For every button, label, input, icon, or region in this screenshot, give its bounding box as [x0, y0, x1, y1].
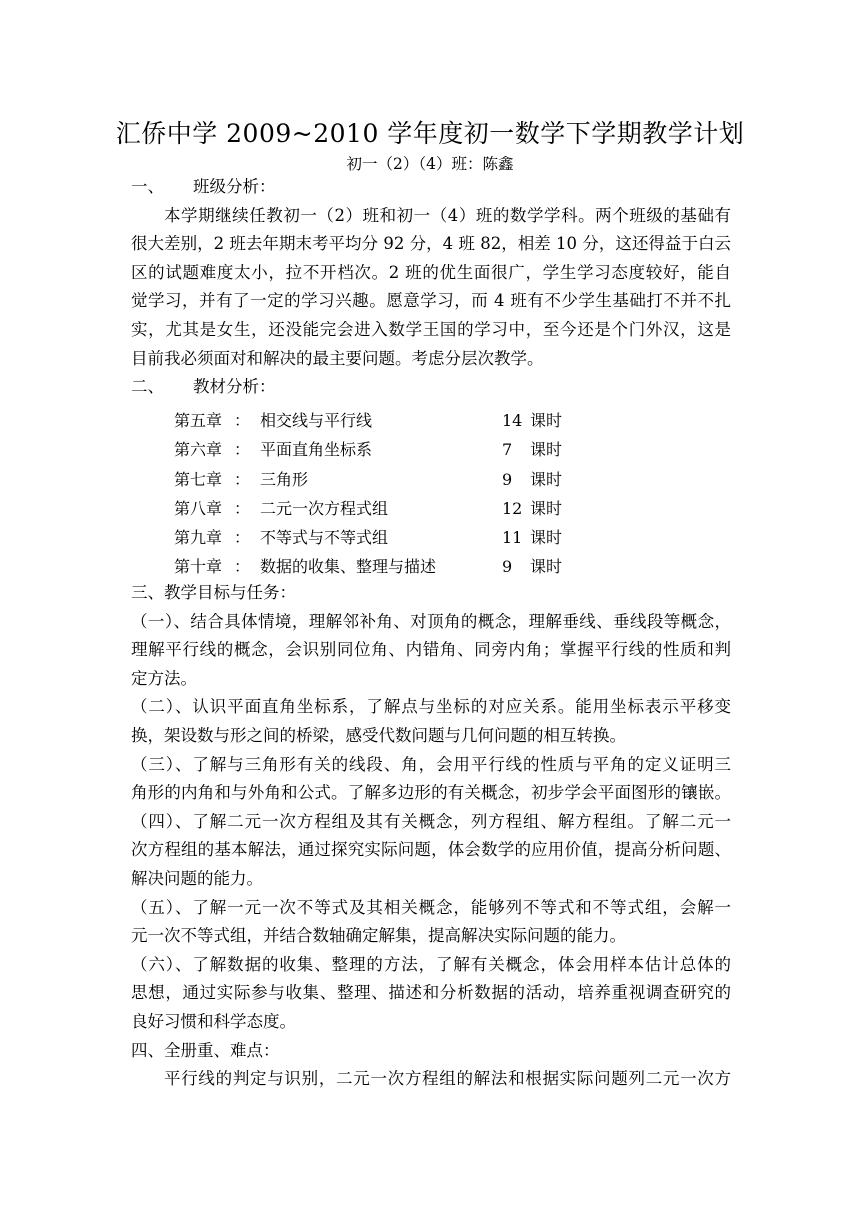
- chapter-name: 相交线与平行线: [260, 411, 373, 430]
- chapter-number: 第八章: [174, 498, 223, 518]
- paragraph-line: 理解平行线的概念，会识别同位角、内错角、同旁内角；掌握平行线的性质和判: [131, 640, 731, 660]
- chapter-hours: 7: [502, 440, 513, 460]
- document-title: 汇侨中学 2009~2010 学年度初一数学下学期教学计划: [115, 119, 745, 148]
- document-subtitle: 初一（2）（4）班：陈鑫: [346, 155, 514, 173]
- chapter-colon: ：: [234, 557, 251, 577]
- chapter-colon: ：: [234, 498, 251, 518]
- paragraph-line: 本学期继续任教初一（2）班和初一（4）班的数学学科。两个班级的基础有: [164, 205, 731, 225]
- paragraph-line: 觉学习，并有了一定的学习兴趣。愿意学习，而 4 班有不少学生基础打不并不扎: [131, 291, 731, 311]
- paragraph-line: 平行线的判定与识别，二元一次方程组的解法和根据实际问题列二元一次方: [164, 1069, 731, 1089]
- chapter-unit: 课时: [530, 498, 563, 518]
- chapter-colon: ：: [234, 440, 251, 460]
- chapter-number: 第九章: [174, 528, 223, 548]
- section-heading: [131, 173, 731, 202]
- paragraph-line: 角形的内角和与外角和公式。了解多边形的有关概念，初步学会平面图形的镶嵌。: [131, 783, 731, 803]
- paragraph-line: 次方程组的基本解法，通过探究实际问题，体会数学的应用价值，提高分析问题、: [131, 840, 731, 860]
- chapter-number: 第五章: [174, 411, 223, 430]
- paragraph-line: 换，架设数与形之间的桥梁，感受代数问题与几何问题的相互转换。: [131, 725, 626, 745]
- paragraph-line: （三）、了解与三角形有关的线段、角，会用平行线的性质与平角的定义证明三: [131, 754, 731, 774]
- section-heading: 三、教学目标与任务：: [131, 583, 296, 602]
- chapter-colon: ：: [234, 411, 251, 430]
- chapter-unit: 课时: [530, 440, 563, 460]
- chapter-colon: ：: [234, 528, 251, 548]
- chapter-name: 平面直角坐标系: [260, 440, 373, 460]
- paragraph-line: （四）、了解二元一次方程组及其有关概念，列方程组、解方程组。了解二元一: [131, 811, 731, 831]
- paragraph-line: （二）、认识平面直角坐标系，了解点与坐标的对应关系。能用坐标表示平移变: [131, 697, 731, 717]
- chapter-unit: 课时: [530, 557, 563, 577]
- section-heading: 四、全册重、难点：: [131, 1040, 280, 1060]
- section-number: 一、: [131, 177, 164, 196]
- section-heading: [131, 373, 731, 402]
- chapter-name: 数据的收集、整理与描述: [260, 557, 437, 577]
- paragraph-line: 良好习惯和科学态度。: [131, 1011, 296, 1031]
- section-title: 班级分析：: [193, 177, 276, 196]
- chapter-hours: 11: [502, 528, 523, 548]
- paragraph-line: 思想，通过实际参与收集、整理、描述和分析数据的活动，培养重视调查研究的: [131, 983, 731, 1003]
- paragraph-line: 很大差别，2 班去年期末考平均分 92 分，4 班 82，相差 10 分，这还得益于白云: [131, 234, 731, 254]
- paragraph-line: 区的试题难度太小，拉不开档次。2 班的优生面很广，学生学习态度较好，能自: [131, 262, 731, 282]
- chapter-name: 三角形: [260, 469, 309, 489]
- paragraph-line: （一）、结合具体情境，理解邻补角、对顶角的概念，理解垂线、垂线段等概念，: [131, 611, 731, 631]
- chapter-colon: ：: [234, 469, 251, 489]
- paragraph-line: 定方法。: [131, 668, 197, 688]
- paragraph-line: 解决问题的能力。: [131, 868, 263, 888]
- chapter-number: 第六章: [174, 440, 223, 460]
- paragraph-line: 元一次不等式组，并结合数轴确定解集，提高解决实际问题的能力。: [131, 926, 626, 946]
- chapter-unit: 课时: [530, 528, 563, 548]
- paragraph-line: 目前我必须面对和解决的最主要问题。考虑分层次教学。: [131, 348, 544, 368]
- chapter-number: 第七章: [174, 469, 223, 489]
- chapter-unit: 课时: [530, 411, 563, 430]
- paragraph-line: （六）、了解数据的收集、整理的方法，了解有关概念，体会用样本估计总体的: [131, 954, 731, 974]
- chapter-hours: 9: [502, 557, 513, 577]
- chapter-name: 不等式与不等式组: [260, 528, 389, 548]
- chapter-hours: 14: [502, 411, 523, 430]
- chapter-unit: 课时: [530, 469, 563, 489]
- section-number: 二、: [131, 377, 164, 397]
- paragraph-line: 实，尤其是女生，还没能完会进入数学王国的学习中，至今还是个门外汉，这是: [131, 319, 731, 339]
- paragraph-line: （五）、了解一元一次不等式及其相关概念，能够列不等式和不等式组，会解一: [131, 897, 731, 917]
- chapter-name: 二元一次方程式组: [260, 498, 389, 518]
- chapter-hours: 9: [502, 469, 513, 489]
- section-goals: [131, 579, 731, 1094]
- chapter-number: 第十章: [174, 557, 223, 577]
- section-class-analysis: [131, 173, 731, 402]
- section-title: 教材分析：: [193, 377, 276, 397]
- chapter-hours: 12: [502, 498, 523, 518]
